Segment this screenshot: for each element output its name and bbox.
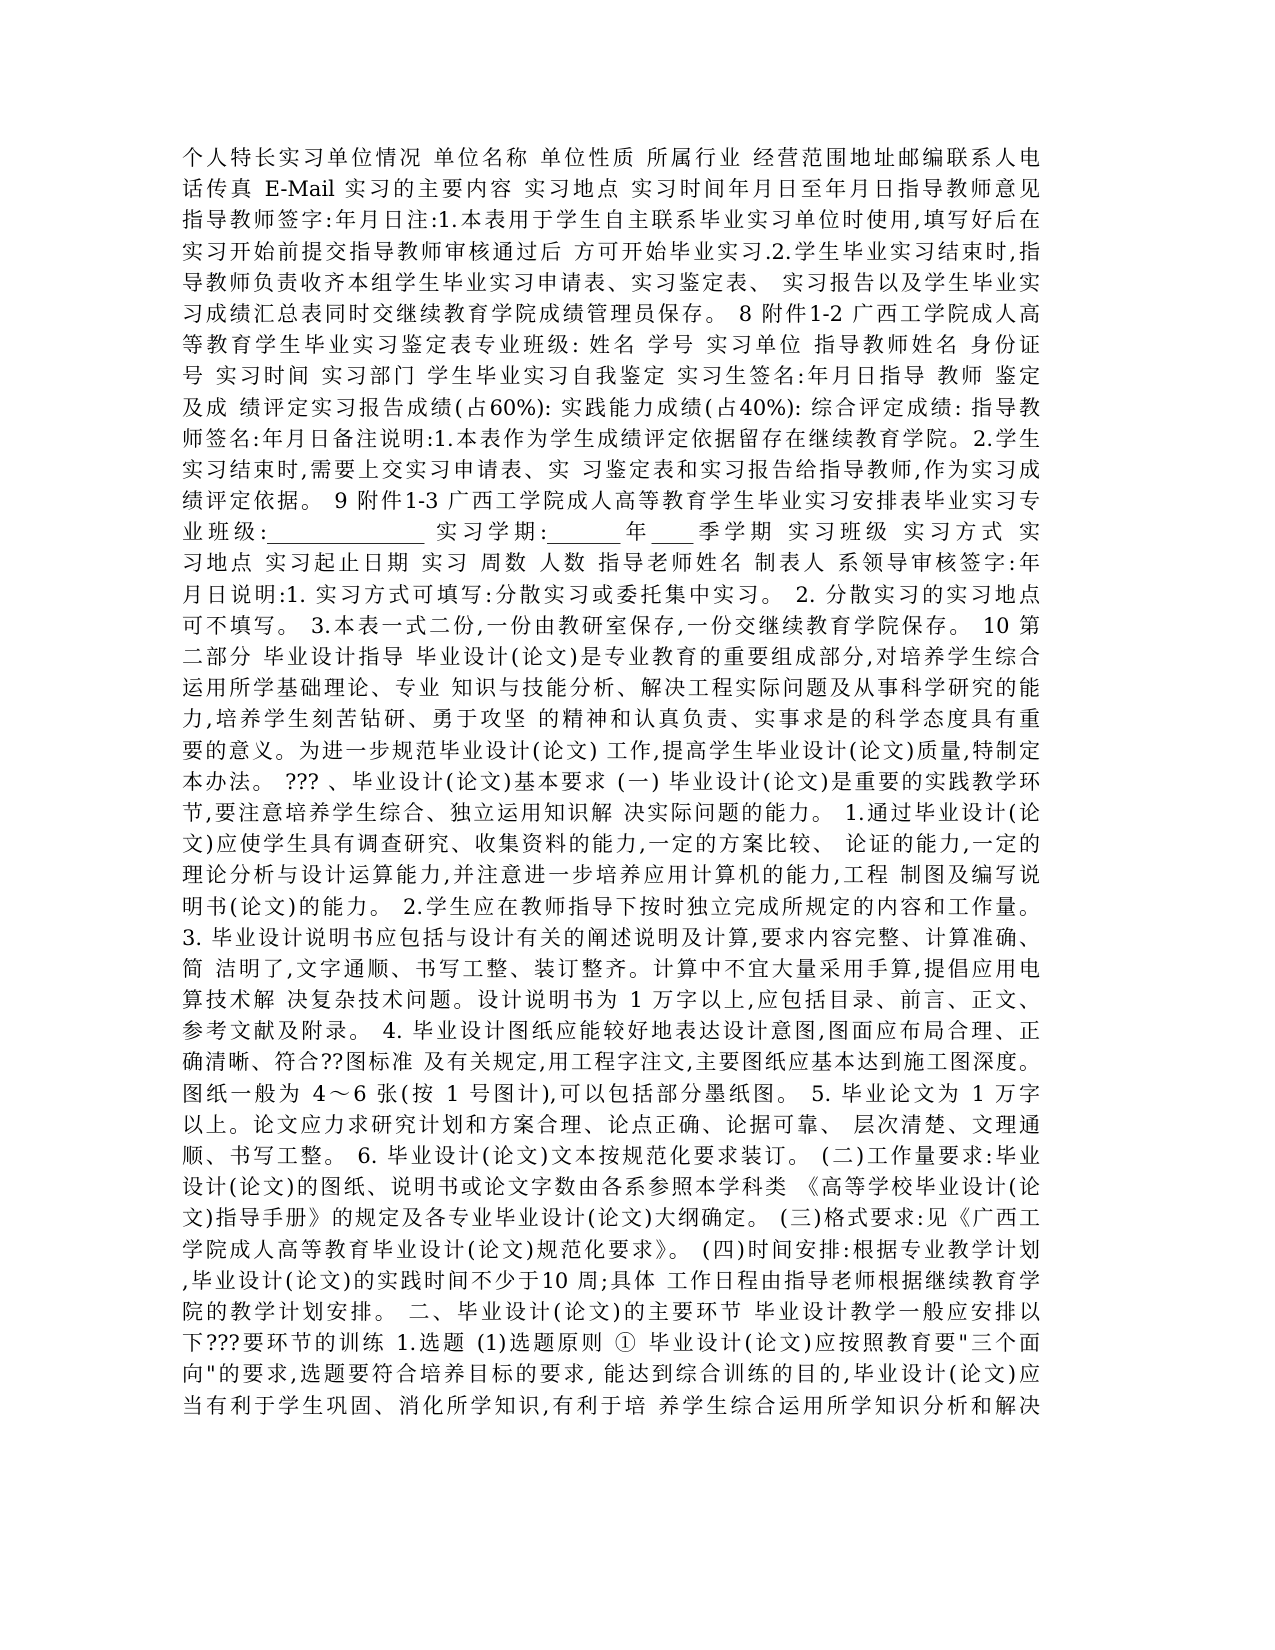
text-line: 顺、书写工整。 6. 毕业设计(论文)文本按规范化要求装订。 (二)工作量要求:毕业 xyxy=(182,1144,1040,1168)
text-line: 力,培养学生刻苦钻研、勇于攻坚 的精神和认真负责、实事求是的科学态度具有重 xyxy=(182,707,1040,732)
text-line: 图纸一般为 4～6 张(按 1 号图计),可以包括部分墨纸图。 5. 毕业论文为 1 万字 xyxy=(182,1081,1040,1106)
text-line: 习成绩汇总表同时交继续教育学院成绩管理员保存。 8 附件1-2 广西工学院成人高 xyxy=(182,301,1040,326)
text-line: 话传真 E-Mail 实习的主要内容 实习地点 实习时间年月日至年月日指导教师意见 xyxy=(182,177,1040,202)
text-line: 当有利于学生巩固、消化所学知识,有利于培 养学生综合运用所学知识分析和解决 xyxy=(182,1393,1040,1418)
text-line: 月日说明:1. 实习方式可填写:分散实习或委托集中实习。 2. 分散实习的实习地点 xyxy=(182,582,1040,607)
text-line: 参考文献及附录。 4. 毕业设计图纸应能较好地表达设计意图,图面应布局合理、正 xyxy=(182,1019,1040,1044)
text-line: 文)应使学生具有调查研究、收集资料的能力,一定的方案比较、 论证的能力,一定的 xyxy=(182,832,1040,857)
text-line: 节,要注意培养学生综合、独立运用知识解 决实际问题的能力。 1.通过毕业设计(论 xyxy=(182,800,1040,825)
text-line: 导教师负责收齐本组学生毕业实习申请表、实习鉴定表、 实习报告以及学生毕业实 xyxy=(182,270,1040,295)
text-line: 业班级:_______________ 实习学期:_______年____季学期 实习班级 实习方式 实 xyxy=(182,520,1040,545)
text-line: 指导教师签字:年月日注:1.本表用于学生自主联系毕业实习单位时使用,填写好后在 xyxy=(182,208,1040,233)
text-line: 可不填写。 3.本表一式二份,一份由教研室保存,一份交继续教育学院保存。 10 第 xyxy=(182,613,1040,638)
text-line: 运用所学基础理论、专业 知识与技能分析、解决工程实际问题及从事科学研究的能 xyxy=(182,676,1040,701)
text-line: 师签名:年月日备注说明:1.本表作为学生成绩评定依据留存在继续教育学院。2.学生 xyxy=(182,426,1040,451)
text-line: 二部分 毕业设计指导 毕业设计(论文)是专业教育的重要组成部分,对培养学生综合 xyxy=(182,645,1040,669)
text-line: 绩评定依据。 9 附件1-3 广西工学院成人高等教育学生毕业实习安排表毕业实习专 xyxy=(182,489,1040,514)
text-line: 习地点 实习起止日期 实习 周数 人数 指导老师姓名 制表人 系领导审核签字:年 xyxy=(182,551,1040,576)
text-line: 院的教学计划安排。 二、毕业设计(论文)的主要环节 毕业设计教学一般应安排以 xyxy=(182,1299,1040,1324)
text-line: 向"的要求,选题要符合培养目标的要求, 能达到综合训练的目的,毕业设计(论文)应 xyxy=(182,1362,1040,1387)
text-line: 个人特长实习单位情况 单位名称 单位性质 所属行业 经营范围地址邮编联系人电 xyxy=(182,146,1040,170)
text-line: 设计(论文)的图纸、说明书或论文字数由各系参照本学科类 《高等学校毕业设计(论 xyxy=(182,1175,1040,1200)
text-line: 本办法。 ??? 、毕业设计(论文)基本要求 (一) 毕业设计(论文)是重要的实践教学环 xyxy=(182,769,1040,794)
text-line: 明书(论文)的能力。 2.学生应在教师指导下按时独立完成所规定的内容和工作量。 xyxy=(182,894,1040,919)
text-line: 理论分析与设计运算能力,并注意进一步培养应用计算机的能力,工程 制图及编写说 xyxy=(182,863,1040,888)
document-body xyxy=(182,143,1040,1422)
text-line: 等教育学生毕业实习鉴定表专业班级: 姓名 学号 实习单位 指导教师姓名 身份证 xyxy=(182,333,1040,358)
text-line: 号 实习时间 实习部门 学生毕业实习自我鉴定 实习生签名:年月日指导 教师 鉴定 xyxy=(182,364,1040,389)
text-line: 实习结束时,需要上交实习申请表、实 习鉴定表和实习报告给指导教师,作为实习成 xyxy=(182,457,1040,482)
text-line: 文)指导手册》的规定及各专业毕业设计(论文)大纲确定。 (三)格式要求:见《广西工 xyxy=(182,1206,1040,1231)
text-line: 学院成人高等教育毕业设计(论文)规范化要求》。 (四)时间安排:根据专业教学计划 xyxy=(182,1237,1040,1262)
text-line: 下???要环节的训练 1.选题 (1)选题原则 ① 毕业设计(论文)应按照教育要"三个面 xyxy=(182,1331,1040,1356)
text-line: 实习开始前提交指导教师审核通过后 方可开始毕业实习.2.学生毕业实习结束时,指 xyxy=(182,239,1040,264)
text-line: 及成 绩评定实习报告成绩(占60%): 实践能力成绩(占40%): 综合评定成绩: 指导教 xyxy=(182,395,1040,420)
text-line: 要的意义。为进一步规范毕业设计(论文) 工作,提高学生毕业设计(论文)质量,特制定 xyxy=(182,738,1040,763)
text-line: 算技术解 决复杂技术问题。设计说明书为 1 万字以上,应包括目录、前言、正文、 xyxy=(182,988,1040,1013)
text-line: 确清晰、符合??图标准 及有关规定,用工程字注文,主要图纸应基本达到施工图深度。 xyxy=(182,1050,1040,1075)
text-line: ,毕业设计(论文)的实践时间不少于10 周;具体 工作日程由指导老师根据继续教育学 xyxy=(182,1268,1040,1293)
text-line: 以上。论文应力求研究计划和方案合理、论点正确、论据可靠、 层次清楚、文理通 xyxy=(182,1112,1040,1137)
text-line: 简 洁明了,文字通顺、书写工整、装订整齐。计算中不宜大量采用手算,提倡应用电 xyxy=(182,956,1040,981)
text-line: 3. 毕业设计说明书应包括与设计有关的阐述说明及计算,要求内容完整、计算准确、 xyxy=(182,925,1040,950)
